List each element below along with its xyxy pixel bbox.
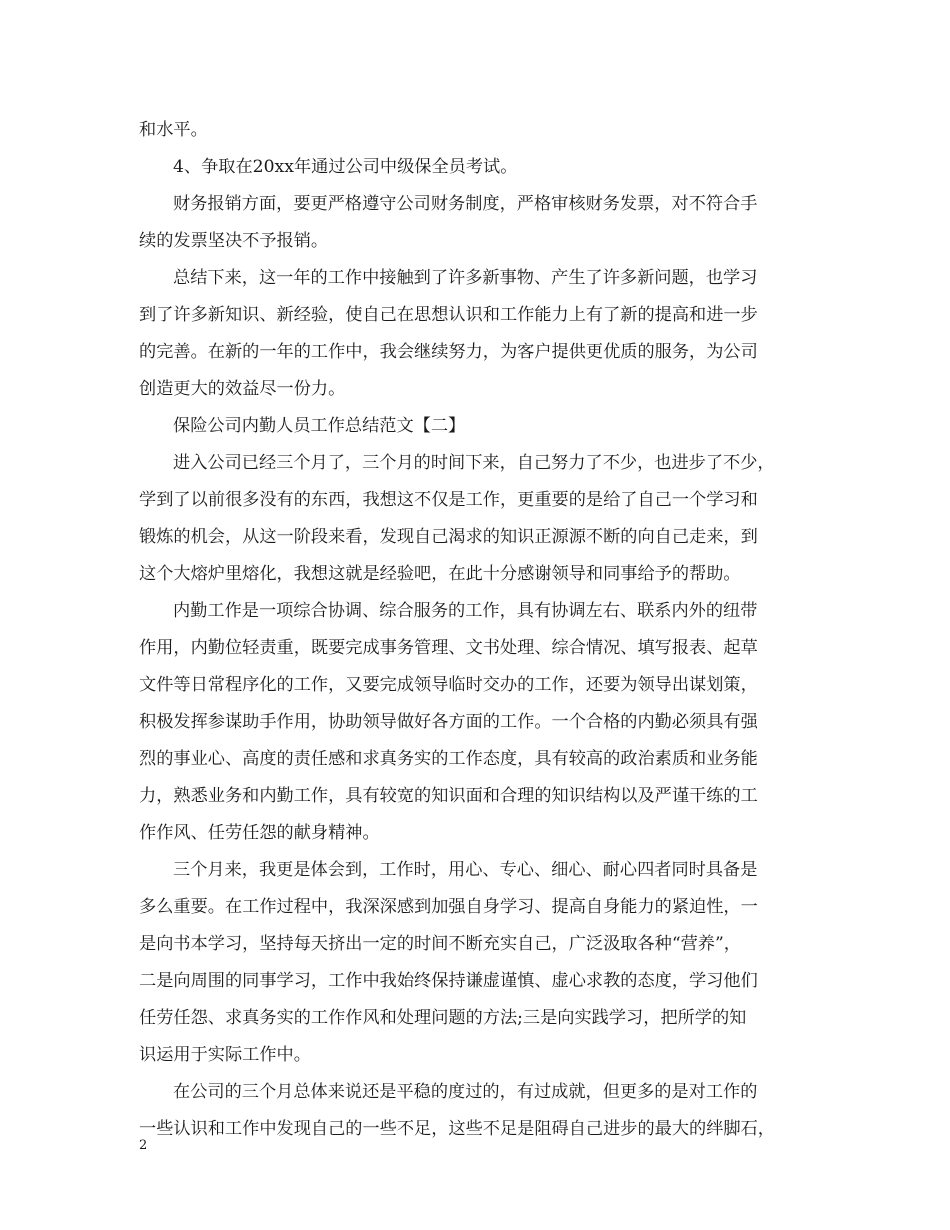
text-line: 财务报销方面，要更严格遵守公司财务制度，严格审核财务发票，对不符合手	[173, 194, 758, 214]
text-line: 学到了以前很多没有的东西，我想这不仅是工作，更重要的是给了自己一个学习和	[139, 490, 758, 510]
text-line: 内勤工作是一项综合协调、综合服务的工作，具有协调左右、联系内外的纽带	[173, 601, 758, 621]
text-line: 作用，内勤位轻责重，既要完成事务管理、文书处理、综合情况、填写报表、起草	[139, 638, 758, 658]
text-line: 文件等日常程序化的工作，又要完成领导临时交办的工作，还要为领导出谋划策，	[139, 675, 758, 695]
text-line: 到了许多新知识、新经验，使自己在思想认识和工作能力上有了新的提高和进一步	[139, 305, 758, 325]
text-line: 在公司的三个月总体来说还是平稳的度过的，有过成就，但更多的是对工作的	[173, 1082, 758, 1102]
text-line: 二是向周围的同事学习，工作中我始终保持谦虚谨慎、虚心求教的态度，学习他们	[139, 971, 758, 991]
text-line: 是向书本学习，坚持每天挤出一定的时间不断充实自己，广泛汲取各种“营养”，	[139, 934, 741, 954]
text-line: 进入公司已经三个月了，三个月的时间下来，自己努力了不少，也进步了不少，	[173, 453, 775, 473]
text-line: 三个月来，我更是体会到，工作时，用心、专心、细心、耐心四者同时具备是	[173, 860, 758, 880]
text-line: 作作风、任劳任怨的献身精神。	[139, 823, 380, 843]
text-line: 多么重要。在工作过程中，我深深感到加强自身学习、提高自身能力的紧迫性，一	[139, 897, 758, 917]
text-line: 续的发票坚决不予报销。	[139, 231, 329, 251]
text-line: 一些认识和工作中发现自己的一些不足，这些不足是阻碍自己进步的最大的绊脚石，	[139, 1119, 775, 1139]
text-line: 4、争取在20xx年通过公司中级保全员考试。	[173, 157, 518, 177]
text-line: 保险公司内勤人员工作总结范文【二】	[173, 416, 466, 436]
text-line: 力，熟悉业务和内勤工作，具有较宽的知识面和合理的知识结构以及严谨干练的工	[139, 786, 758, 806]
text-line: 烈的事业心、高度的责任感和求真务实的工作态度，具有较高的政治素质和业务能	[139, 749, 758, 769]
text-line: 和水平。	[139, 120, 208, 140]
text-line: 总结下来，这一年的工作中接触到了许多新事物、产生了许多新问题，也学习	[173, 268, 758, 288]
document-body	[139, 112, 814, 1148]
text-line: 任劳任怨、求真务实的工作作风和处理问题的方法;三是向实践学习，把所学的知	[139, 1008, 747, 1028]
text-line: 积极发挥参谋助手作用，协助领导做好各方面的工作。一个合格的内勤必须具有强	[139, 712, 758, 732]
text-line: 的完善。在新的一年的工作中，我会继续努力，为客户提供更优质的服务，为公司	[139, 342, 758, 362]
text-line: 识运用于实际工作中。	[139, 1045, 311, 1065]
text-line: 创造更大的效益尽一份力。	[139, 379, 346, 399]
text-line: 锻炼的机会，从这一阶段来看，发现自己渴求的知识正源源不断的向自己走来，到	[139, 527, 758, 547]
page-number: 2	[139, 1138, 148, 1153]
text-line: 这个大熔炉里熔化，我想这就是经验吧，在此十分感谢领导和同事给予的帮助。	[139, 564, 741, 584]
